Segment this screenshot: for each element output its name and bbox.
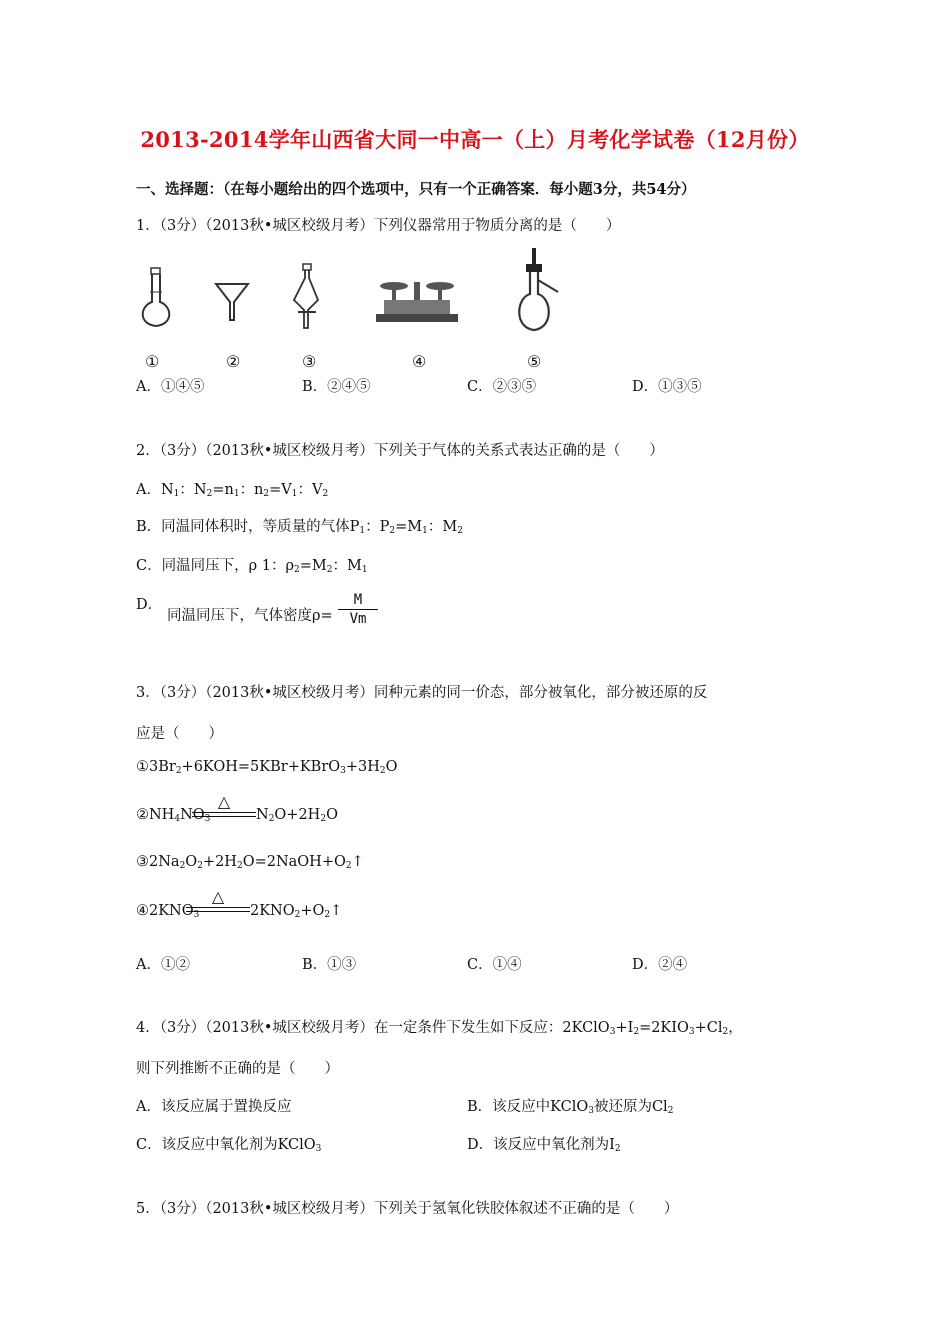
q2-option-d: 同温同压下，气体密度ρ= [167, 608, 333, 624]
q1-option-c: C．②③⑤ [467, 379, 537, 395]
q4-option-a: A．该反应属于置换反应 [136, 1099, 292, 1115]
reaction-4-left: $④2KNO_3$ [136, 903, 200, 920]
q3-option-a: A．①② [136, 957, 190, 973]
q4-option-d: D．该反应中氧化剂为$I_2$ [467, 1137, 621, 1154]
q2-option-b: B．同温同体积时，等质量的气体$P_1$：$P_2=M_1$：$M_2$ [136, 519, 463, 536]
apparatus-label-2: ② [226, 352, 241, 371]
reaction-2-right: $N_2O+2H_2O$ [256, 807, 338, 824]
q4-option-b: B．该反应中KClO$_3$被还原为$Cl_2$ [467, 1099, 674, 1116]
question-4-stem-line1: 4．（3分）（2013秋•城区校级月考）在一定条件下发生如下反应：$2KClO_3+I_2=2KIO_3+Cl_2$， [136, 1020, 743, 1037]
q3-option-c: C．①④ [467, 957, 522, 973]
funnel-icon [214, 282, 250, 322]
distillation-flask-icon [512, 248, 562, 334]
heat-equals-sign [192, 792, 256, 822]
reaction-3: $③2Na_2O_2+2H_2O=2NaOH+O_2↑$ [136, 854, 364, 871]
q2-option-a: A．$N_1$：$N_2=n_1$：$n_2=V_1$：$V_2$ [136, 482, 329, 499]
question-1-stem: 1．（3分）（2013秋•城区校级月考）下列仪器常用于物质分离的是（ ） [136, 218, 621, 234]
question-4-stem-line2: 则下列推断不正确的是（ ） [136, 1061, 339, 1077]
apparatus-label-1: ① [145, 352, 160, 371]
reaction-1: $①3Br_2+6KOH=5KBr+KBrO_3+3H_2O$ [136, 759, 398, 776]
section-heading: 一、选择题：（在每小题给出的四个选项中，只有一个正确答案．每小题3分，共54分） [136, 181, 696, 198]
heat-symbol: △ [217, 792, 231, 811]
q2-option-d-prefix: D． [136, 597, 163, 613]
q3-option-d: D．②④ [632, 957, 688, 973]
q2-option-c: C．同温同压下，ρ 1：$\rho_2=M_2$：$M_1$ [136, 558, 368, 575]
q1-option-d: D．①③⑤ [632, 379, 702, 395]
fraction-bar [338, 609, 378, 610]
question-2-stem: 2．（3分）（2013秋•城区校级月考）下列关于气体的关系式表达正确的是（ ） [136, 443, 664, 459]
heat-equals-sign [186, 887, 250, 917]
apparatus-label-5: ⑤ [527, 352, 542, 371]
apparatus-label-4: ④ [412, 352, 427, 371]
fraction-numerator: M [353, 592, 363, 608]
q1-option-a: A．①④⑤ [136, 379, 205, 395]
question-5-stem: 5．（3分）（2013秋•城区校级月考）下列关于氢氧化铁胶体叙述不正确的是（ ） [136, 1201, 679, 1217]
reaction-2-left: $②NH_4NO_3$ [136, 807, 211, 824]
exam-title: 2013-2014学年山西省大同一中高一（上）月考化学试卷（12月份） [140, 127, 810, 152]
q1-option-b: B．②④⑤ [302, 379, 371, 395]
reaction-4-right: $2KNO_2+O_2↑$ [250, 903, 343, 920]
apparatus-label-3: ③ [302, 352, 317, 371]
heat-symbol: △ [211, 887, 225, 906]
volumetric-flask-icon [136, 268, 176, 330]
fraction-denominator: Vm [349, 611, 367, 627]
question-3-stem-line2: 应是（ ） [136, 726, 223, 742]
question-3-stem-line1: 3．（3分）（2013秋•城区校级月考）同种元素的同一价态，部分被氧化，部分被还原的反 [136, 685, 708, 701]
q3-option-b: B．①③ [302, 957, 357, 973]
q4-option-c: C．该反应中氧化剂为KClO$_3$ [136, 1137, 322, 1154]
separatory-funnel-icon [290, 264, 324, 332]
balance-icon [374, 276, 460, 326]
density-fraction [338, 592, 378, 627]
